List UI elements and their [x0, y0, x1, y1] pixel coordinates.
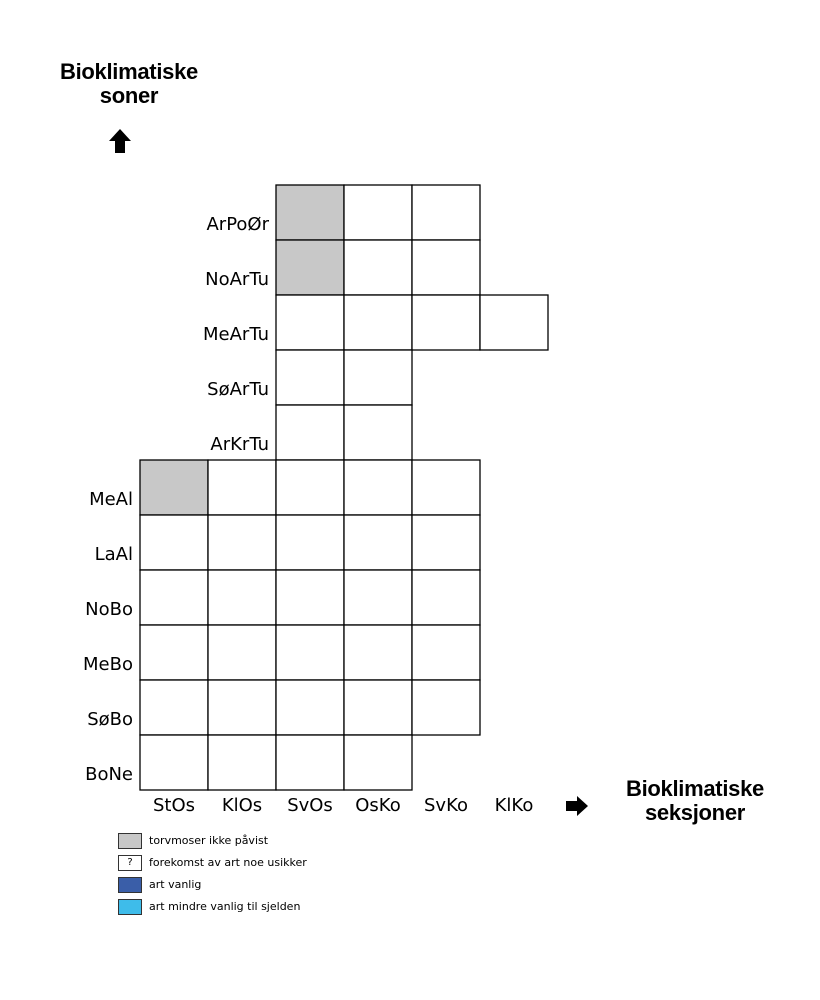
- cell-MeBo-SvKo: [412, 625, 480, 680]
- zone-label: BoNe: [85, 764, 133, 785]
- cell-MeAl-SvKo: [412, 460, 480, 515]
- legend-label: art mindre vanlig til sjelden: [149, 900, 301, 913]
- cell-MeBo-SvOs: [276, 625, 344, 680]
- cell-BoNe-SvOs: [276, 735, 344, 790]
- cell-MeBo-StOs: [140, 625, 208, 680]
- cell-SøBo-SvOs: [276, 680, 344, 735]
- cell-NoBo-SvKo: [412, 570, 480, 625]
- legend-swatch: ?: [118, 855, 142, 871]
- cell-MeArTu-SvOs: [276, 295, 344, 350]
- right-arrow-icon: [565, 795, 589, 817]
- cell-MeAl-SvOs: [276, 460, 344, 515]
- legend-label: forekomst av art noe usikker: [149, 856, 307, 869]
- zone-label: NoBo: [85, 599, 133, 620]
- zone-label: MeBo: [83, 654, 133, 675]
- cell-NoBo-StOs: [140, 570, 208, 625]
- cell-LaAl-SvKo: [412, 515, 480, 570]
- cell-ArPoØr-SvKo: [412, 185, 480, 240]
- cell-SøBo-KlOs: [208, 680, 276, 735]
- cell-SøBo-StOs: [140, 680, 208, 735]
- zone-label: NoArTu: [205, 269, 269, 290]
- section-label: KlKo: [494, 795, 534, 816]
- zone-label: MeAl: [89, 489, 133, 510]
- section-label: SvKo: [424, 795, 468, 816]
- zones-axis-title: Bioklimatiske soner: [60, 59, 198, 108]
- cell-ArPoØr-SvOs: [276, 185, 344, 240]
- cell-NoBo-KlOs: [208, 570, 276, 625]
- cell-LaAl-KlOs: [208, 515, 276, 570]
- cell-NoBo-OsKo: [344, 570, 412, 625]
- cell-MeAl-KlOs: [208, 460, 276, 515]
- cell-LaAl-OsKo: [344, 515, 412, 570]
- cell-MeArTu-SvKo: [412, 295, 480, 350]
- zone-label: SøBo: [87, 709, 133, 730]
- cell-NoArTu-OsKo: [344, 240, 412, 295]
- cell-MeBo-KlOs: [208, 625, 276, 680]
- section-label: StOs: [152, 795, 196, 816]
- cell-SøBo-OsKo: [344, 680, 412, 735]
- cell-MeBo-OsKo: [344, 625, 412, 680]
- cell-LaAl-SvOs: [276, 515, 344, 570]
- cell-ArPoØr-OsKo: [344, 185, 412, 240]
- section-label: SvOs: [287, 795, 333, 816]
- cell-SøBo-SvKo: [412, 680, 480, 735]
- cell-BoNe-KlOs: [208, 735, 276, 790]
- cell-NoBo-SvOs: [276, 570, 344, 625]
- cell-LaAl-StOs: [140, 515, 208, 570]
- legend-label: art vanlig: [149, 878, 202, 891]
- legend-swatch: [118, 899, 142, 915]
- cell-ArKrTu-OsKo: [344, 405, 412, 460]
- cell-BoNe-StOs: [140, 735, 208, 790]
- cell-MeArTu-OsKo: [344, 295, 412, 350]
- cell-ArKrTu-SvOs: [276, 405, 344, 460]
- cell-MeAl-StOs: [140, 460, 208, 515]
- legend-swatch: [118, 877, 142, 893]
- legend-swatch: [118, 833, 142, 849]
- zone-label: SøArTu: [207, 379, 269, 400]
- cell-BoNe-OsKo: [344, 735, 412, 790]
- section-label: KlOs: [221, 795, 263, 816]
- cell-NoArTu-SvKo: [412, 240, 480, 295]
- cell-SøArTu-SvOs: [276, 350, 344, 405]
- zone-label: ArKrTu: [210, 434, 269, 455]
- legend-label: torvmoser ikke påvist: [149, 834, 269, 847]
- cell-SøArTu-OsKo: [344, 350, 412, 405]
- zone-label: LaAl: [94, 544, 133, 565]
- cell-MeAl-OsKo: [344, 460, 412, 515]
- zone-label: MeArTu: [203, 324, 269, 345]
- cell-MeArTu-KlKo: [480, 295, 548, 350]
- zone-label: ArPoØr: [206, 214, 269, 235]
- cell-NoArTu-SvOs: [276, 240, 344, 295]
- section-label: OsKo: [355, 795, 401, 816]
- sections-axis-title: Bioklimatiske seksjoner: [626, 776, 764, 825]
